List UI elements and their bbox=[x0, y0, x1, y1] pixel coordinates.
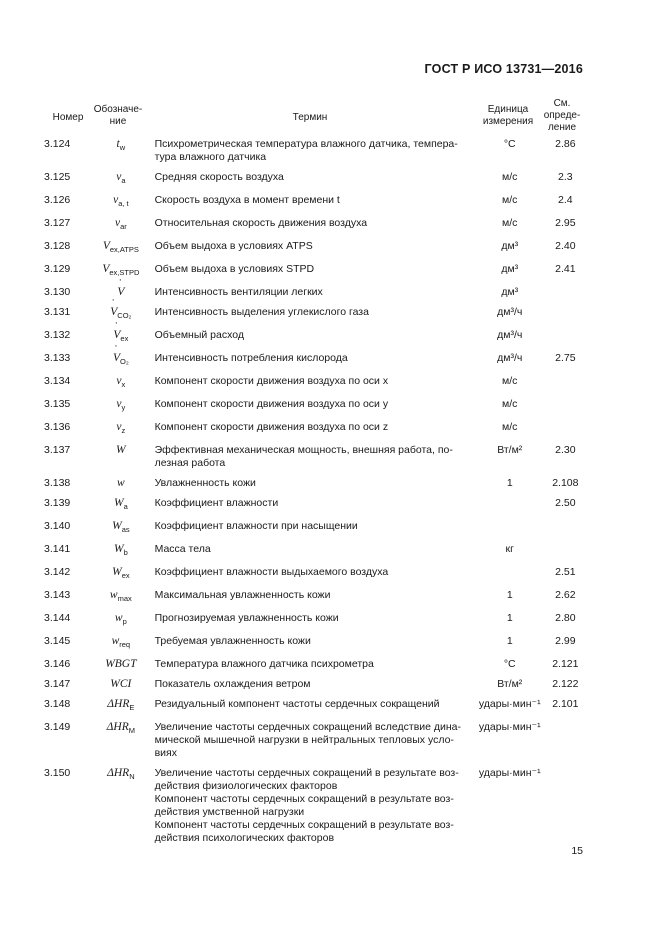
row-unit: м/с bbox=[502, 171, 518, 183]
row-unit: дм³/ч bbox=[497, 352, 523, 364]
table-row bbox=[44, 238, 589, 261]
row-definition-ref: 2.51 bbox=[555, 566, 576, 578]
symbol-main: W bbox=[113, 543, 124, 555]
row-definition-ref bbox=[542, 518, 589, 541]
row-definition-ref: 2.121 bbox=[552, 658, 579, 670]
row-unit: м/с bbox=[502, 217, 518, 229]
table-row bbox=[44, 518, 589, 541]
row-symbol bbox=[95, 610, 146, 633]
document-header: ГОСТ Р ИСО 13731—2016 bbox=[424, 62, 583, 76]
symbol-subscript: a bbox=[121, 176, 126, 185]
symbol-main: ΔHR bbox=[106, 721, 129, 733]
row-symbol bbox=[95, 373, 146, 396]
row-number: 3.148 bbox=[44, 698, 71, 710]
table-row bbox=[44, 475, 589, 495]
table-row bbox=[44, 192, 589, 215]
row-number: 3.127 bbox=[44, 217, 71, 229]
row-number: 3.134 bbox=[44, 375, 71, 387]
symbol-subscript: ex,ATPS bbox=[109, 245, 139, 254]
row-term: Объем выдоха в условиях STPD bbox=[154, 263, 315, 275]
table-row bbox=[44, 396, 589, 419]
row-number: 3.135 bbox=[44, 398, 71, 410]
row-definition-ref: 2.122 bbox=[552, 678, 579, 690]
symbol-subscript: p bbox=[122, 617, 127, 626]
row-unit: 1 bbox=[506, 635, 513, 647]
symbol-subscript: max bbox=[117, 594, 132, 603]
row-definition-ref: 2.108 bbox=[552, 477, 579, 489]
row-term: Прогнозируемая увлажненность кожи bbox=[154, 612, 339, 624]
row-unit: удары·мин⁻¹ bbox=[478, 698, 541, 710]
row-number: 3.143 bbox=[44, 589, 71, 601]
symbol-subscript: N bbox=[129, 772, 135, 781]
symbol-main: W bbox=[113, 497, 124, 509]
row-term: Требуемая увлажненность кожи bbox=[154, 635, 311, 647]
col-header-symbol: Обозначе- ние bbox=[93, 104, 143, 127]
row-number: 3.130 bbox=[44, 286, 71, 298]
row-symbol bbox=[95, 419, 146, 442]
row-definition-ref: 2.95 bbox=[555, 217, 576, 229]
row-term: Температура влажного датчика психрометра bbox=[154, 658, 374, 670]
row-definition-ref bbox=[542, 373, 589, 396]
symbol-main: v bbox=[116, 398, 122, 410]
table-row bbox=[44, 564, 589, 587]
row-number: 3.128 bbox=[44, 240, 71, 252]
row-unit: м/с bbox=[502, 398, 518, 410]
row-term: Компонент скорости движения воздуха по оси x bbox=[154, 375, 389, 387]
table-row bbox=[44, 765, 589, 850]
row-unit: °C bbox=[503, 138, 516, 150]
row-symbol bbox=[95, 304, 146, 327]
symbol-main: v bbox=[116, 375, 122, 387]
row-term: Относительная скорость движения воздуха bbox=[154, 217, 368, 229]
symbol-subscript: E bbox=[129, 703, 135, 712]
row-symbol bbox=[95, 719, 146, 765]
row-unit: 1 bbox=[506, 612, 513, 624]
table-row bbox=[44, 495, 589, 518]
row-symbol bbox=[95, 564, 146, 587]
row-definition-ref bbox=[542, 765, 589, 850]
symbol-subscript: ex bbox=[121, 571, 130, 580]
row-term: Объемный расход bbox=[154, 329, 244, 341]
table-row bbox=[44, 215, 589, 238]
row-number: 3.142 bbox=[44, 566, 71, 578]
symbol-subscript: a, t bbox=[118, 199, 129, 208]
table-row bbox=[44, 442, 589, 475]
row-unit bbox=[478, 518, 542, 541]
symbol-main: W bbox=[116, 444, 126, 456]
row-term: Коэффициент влажности выдыхаемого воздуха bbox=[154, 566, 389, 578]
symbol-main: w bbox=[109, 589, 118, 601]
table-row bbox=[44, 676, 589, 696]
table-row bbox=[44, 587, 589, 610]
col-header-term: Термин bbox=[292, 112, 328, 123]
terms-table bbox=[44, 136, 589, 850]
row-definition-ref: 2.101 bbox=[552, 698, 579, 710]
row-number: 3.145 bbox=[44, 635, 71, 647]
row-term: Увлажненность кожи bbox=[154, 477, 256, 489]
row-unit: дм³/ч bbox=[497, 306, 523, 318]
row-definition-ref bbox=[542, 396, 589, 419]
symbol-main: V bbox=[102, 240, 110, 252]
row-term: Интенсивность выделения углекислого газа bbox=[154, 306, 369, 318]
table-row bbox=[44, 419, 589, 442]
row-unit: удары·мин⁻¹ bbox=[478, 767, 541, 779]
row-unit: дм³ bbox=[501, 263, 519, 275]
row-number: 3.138 bbox=[44, 477, 71, 489]
row-definition-ref bbox=[542, 719, 589, 765]
table-row bbox=[44, 656, 589, 676]
row-definition-ref: 2.99 bbox=[555, 635, 576, 647]
symbol-main: V bbox=[102, 263, 110, 275]
row-unit bbox=[478, 495, 542, 518]
row-number: 3.133 bbox=[44, 352, 71, 364]
row-definition-ref bbox=[542, 541, 589, 564]
row-unit: м/с bbox=[502, 375, 518, 387]
row-unit: м/с bbox=[502, 194, 518, 206]
symbol-main: W bbox=[112, 566, 122, 578]
row-symbol bbox=[95, 215, 146, 238]
table-row bbox=[44, 373, 589, 396]
row-unit: Вт/м² bbox=[497, 444, 523, 456]
row-number: 3.125 bbox=[44, 171, 71, 183]
row-number: 3.146 bbox=[44, 658, 71, 670]
table-row bbox=[44, 136, 589, 169]
row-term: Интенсивность вентиляции легких bbox=[154, 286, 323, 298]
row-term: Компонент скорости движения воздуха по оси z bbox=[154, 421, 389, 433]
row-unit: 1 bbox=[506, 477, 513, 489]
table-row bbox=[44, 719, 589, 765]
row-number: 3.144 bbox=[44, 612, 71, 624]
symbol-subscript: req bbox=[119, 640, 131, 649]
row-term: Компонент скорости движения воздуха по оси y bbox=[154, 398, 389, 410]
row-number: 3.136 bbox=[44, 421, 71, 433]
row-unit: 1 bbox=[506, 589, 513, 601]
row-unit: °C bbox=[503, 658, 516, 670]
row-number: 3.137 bbox=[44, 444, 71, 456]
table-row bbox=[44, 696, 589, 719]
row-symbol bbox=[95, 136, 146, 169]
symbol-main: ˙ V bbox=[110, 306, 117, 318]
row-term: Эффективная механическая мощность, внешняя работа, по- лезная работа bbox=[154, 444, 453, 469]
row-number: 3.129 bbox=[44, 263, 71, 275]
row-number: 3.139 bbox=[44, 497, 71, 509]
row-term: Максимальная увлажненность кожи bbox=[154, 589, 331, 601]
row-unit bbox=[478, 564, 542, 587]
row-symbol bbox=[95, 656, 146, 676]
symbol-subscript: CO₂ bbox=[117, 311, 132, 320]
row-definition-ref: 2.4 bbox=[558, 194, 573, 206]
row-symbol bbox=[95, 238, 146, 261]
row-definition-ref: 2.80 bbox=[555, 612, 576, 624]
symbol-main: W bbox=[112, 520, 122, 532]
row-term: Коэффициент влажности при насыщении bbox=[154, 520, 358, 532]
table-row bbox=[44, 304, 589, 327]
symbol-subscript: O₂ bbox=[119, 357, 129, 366]
row-term: Психрометрическая температура влажного датчика, темпера- тура влажного датчика bbox=[154, 138, 458, 163]
symbol-main: ΔHR bbox=[107, 698, 130, 710]
row-symbol bbox=[95, 284, 146, 304]
symbol-subscript: a bbox=[123, 502, 128, 511]
row-unit: Вт/м² bbox=[497, 678, 523, 690]
row-symbol bbox=[95, 587, 146, 610]
row-number: 3.147 bbox=[44, 678, 71, 690]
table-row bbox=[44, 633, 589, 656]
row-symbol bbox=[95, 696, 146, 719]
table-row bbox=[44, 541, 589, 564]
symbol-main: t bbox=[116, 138, 120, 150]
symbol-main: w bbox=[117, 477, 125, 489]
table-row bbox=[44, 350, 589, 373]
row-unit: удары·мин⁻¹ bbox=[478, 721, 541, 733]
row-definition-ref bbox=[542, 304, 589, 327]
row-number: 3.132 bbox=[44, 329, 71, 341]
row-definition-ref: 2.62 bbox=[555, 589, 576, 601]
row-number: 3.150 bbox=[44, 767, 71, 779]
row-definition-ref bbox=[542, 327, 589, 350]
symbol-main: WCI bbox=[110, 678, 132, 690]
symbol-main: v bbox=[116, 171, 122, 183]
row-unit: кг bbox=[505, 543, 514, 555]
row-symbol bbox=[95, 192, 146, 215]
table-row bbox=[44, 327, 589, 350]
symbol-subscript: M bbox=[128, 726, 136, 735]
row-definition-ref: 2.30 bbox=[555, 444, 576, 456]
row-symbol bbox=[95, 541, 146, 564]
symbol-main: v bbox=[116, 421, 122, 433]
row-symbol bbox=[95, 495, 146, 518]
symbol-main: ˙ V bbox=[113, 329, 120, 341]
row-term: Увеличение частоты сердечных сокращений вследствие дина- мической мышечной нагрузки в нейтральных тепловых усло- виях bbox=[154, 721, 462, 759]
row-definition-ref bbox=[542, 284, 589, 304]
symbol-main: v bbox=[113, 194, 119, 206]
row-definition-ref: 2.3 bbox=[558, 171, 573, 183]
row-definition-ref: 2.75 bbox=[555, 352, 576, 364]
symbol-main: ˙ V bbox=[117, 286, 124, 298]
row-term: Показатель охлаждения ветром bbox=[154, 678, 311, 690]
row-number: 3.131 bbox=[44, 306, 71, 318]
row-symbol bbox=[95, 396, 146, 419]
row-definition-ref: 2.40 bbox=[555, 240, 576, 252]
page-number: 15 bbox=[571, 845, 583, 857]
table-row bbox=[44, 284, 589, 304]
symbol-main: ˙ V bbox=[113, 352, 120, 364]
row-term: Интенсивность потребления кислорода bbox=[154, 352, 348, 364]
symbol-subscript: as bbox=[121, 525, 130, 534]
symbol-main: ΔHR bbox=[107, 767, 130, 779]
row-term: Скорость воздуха в момент времени t bbox=[154, 194, 340, 206]
row-symbol bbox=[95, 475, 146, 495]
row-symbol bbox=[95, 350, 146, 373]
symbol-subscript: x bbox=[121, 380, 126, 389]
symbol-subscript: ex,STPD bbox=[109, 268, 140, 277]
row-symbol bbox=[95, 676, 146, 696]
row-definition-ref: 2.41 bbox=[555, 263, 576, 275]
row-term: Объем выдоха в условиях ATPS bbox=[154, 240, 313, 252]
row-unit: дм³/ч bbox=[497, 329, 523, 341]
symbol-main: v bbox=[114, 217, 121, 229]
row-term: Средняя скорость воздуха bbox=[154, 171, 284, 183]
col-header-number: Номер bbox=[52, 112, 84, 123]
row-term: Увеличение частоты сердечных сокращений в результате воз- действия физиологических факторов Компонент частоты сердечных сокращений в результате воз- действия умственной нагрузки Компонент частоты сердечных сокращений в результате воз- действия психологических факторов bbox=[154, 767, 459, 844]
row-symbol bbox=[95, 518, 146, 541]
row-definition-ref: 2.50 bbox=[555, 497, 576, 509]
symbol-subscript: ex bbox=[120, 334, 129, 343]
symbol-subscript: z bbox=[121, 426, 126, 435]
row-number: 3.124 bbox=[44, 138, 71, 150]
row-unit: м/с bbox=[502, 421, 518, 433]
row-number: 3.126 bbox=[44, 194, 71, 206]
col-header-unit: Единица измерения bbox=[482, 104, 534, 127]
row-number: 3.140 bbox=[44, 520, 71, 532]
row-symbol bbox=[95, 442, 146, 475]
symbol-subscript: b bbox=[123, 548, 128, 557]
row-definition-ref: 2.86 bbox=[555, 138, 576, 150]
row-unit: дм³ bbox=[501, 240, 519, 252]
row-symbol bbox=[95, 633, 146, 656]
col-header-ref: См. опреде- ление bbox=[543, 98, 581, 133]
row-term: Резидуальный компонент частоты сердечных сокращений bbox=[154, 698, 440, 710]
symbol-subscript: w bbox=[119, 143, 126, 152]
table-row bbox=[44, 169, 589, 192]
row-unit: дм³ bbox=[501, 286, 519, 298]
row-term: Масса тела bbox=[154, 543, 211, 555]
row-number: 3.141 bbox=[44, 543, 71, 555]
table-row bbox=[44, 610, 589, 633]
table-row bbox=[44, 261, 589, 284]
row-symbol bbox=[95, 765, 146, 850]
row-definition-ref bbox=[542, 419, 589, 442]
symbol-subscript: ar bbox=[120, 222, 127, 231]
symbol-main: w bbox=[114, 612, 123, 624]
row-symbol bbox=[95, 169, 146, 192]
row-number: 3.149 bbox=[44, 721, 71, 733]
symbol-main: WBGT bbox=[105, 658, 137, 670]
symbol-main: w bbox=[111, 635, 120, 647]
symbol-subscript: y bbox=[121, 403, 126, 412]
row-term: Коэффициент влажности bbox=[154, 497, 279, 509]
row-symbol bbox=[95, 327, 146, 350]
